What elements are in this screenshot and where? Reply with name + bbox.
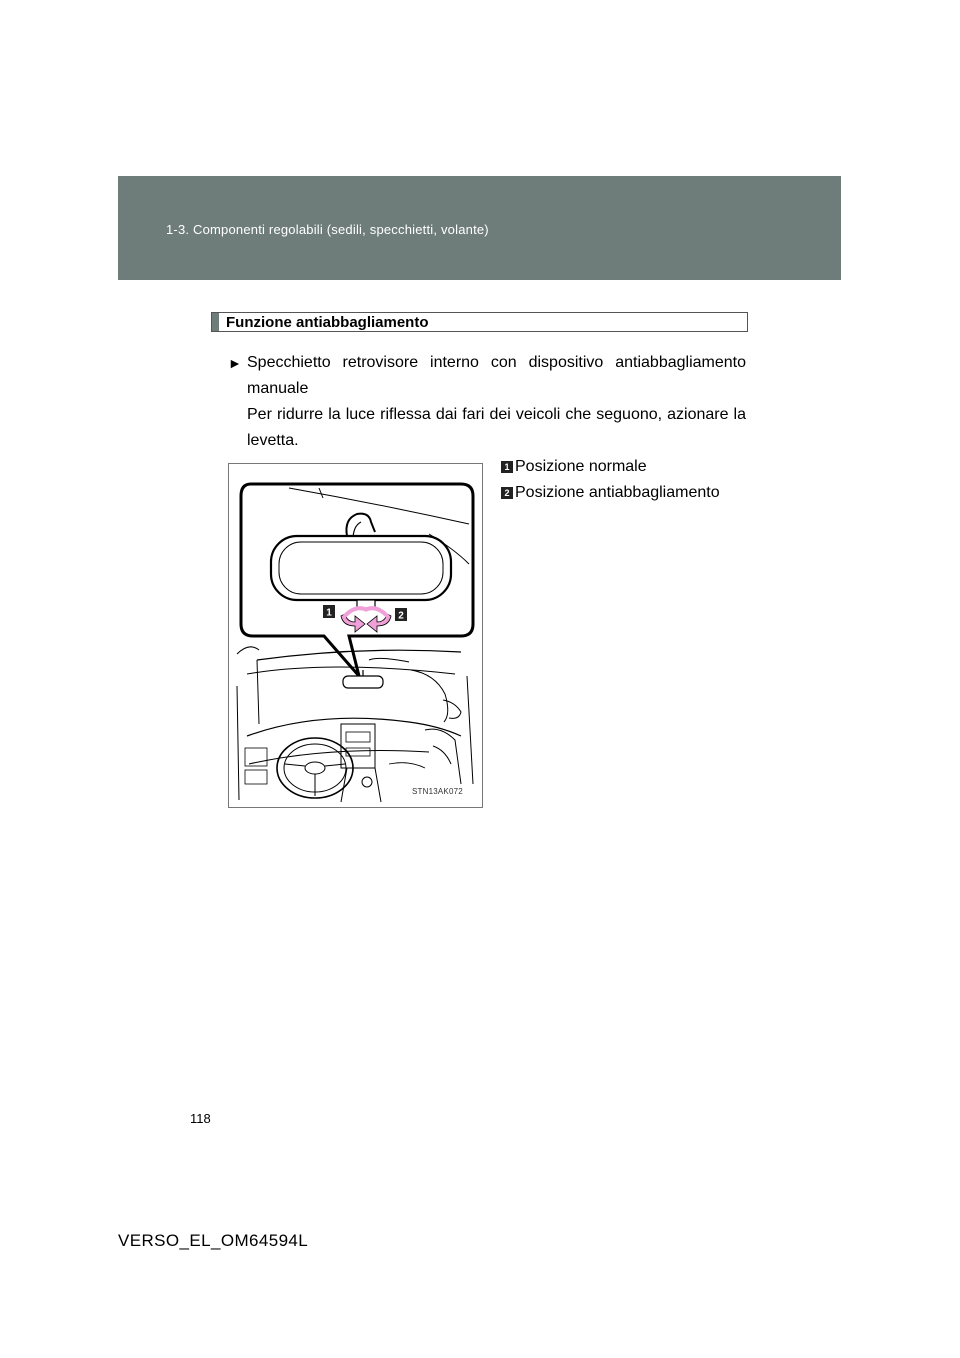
bullet-arrow-icon: ►: [228, 355, 242, 371]
legend-number-2: 2: [501, 487, 513, 499]
mirror-illustration: [228, 463, 483, 808]
header-band: [118, 176, 841, 280]
document-code: VERSO_EL_OM64594L: [118, 1231, 309, 1250]
section-title: Funzione antiabbagliamento: [226, 314, 429, 331]
figure-callout-2: [395, 608, 407, 622]
legend-label-2: Posizione antiabbagliamento: [515, 484, 720, 501]
figure-callout-1: [323, 605, 335, 619]
chapter-title: 1-3. Componenti regolabili (sedili, specchietti, volante): [166, 222, 489, 237]
instruction-paragraph: Per ridurre la luce riflessa dai fari dei veicoli che seguono, azionare la levetta.: [247, 406, 746, 449]
legend-label-1: Posizione normale: [515, 458, 647, 475]
legend-item-antiglare: [501, 484, 720, 502]
mirror-diagram-icon: [229, 464, 482, 807]
legend-item-normal: [501, 458, 647, 476]
section-heading-bar: [212, 313, 219, 331]
svg-text:2: 2: [398, 610, 404, 622]
svg-text:1: 1: [326, 607, 332, 619]
page-number: 118: [190, 1111, 211, 1126]
bullet-text: Specchietto retrovisore interno con dispositivo antiabbagliamento manuale: [247, 354, 746, 397]
bullet-item: [228, 350, 746, 402]
section-heading: [211, 312, 748, 332]
figure-code: STN13AK072: [412, 787, 463, 796]
legend-number-1: 1: [501, 461, 513, 473]
